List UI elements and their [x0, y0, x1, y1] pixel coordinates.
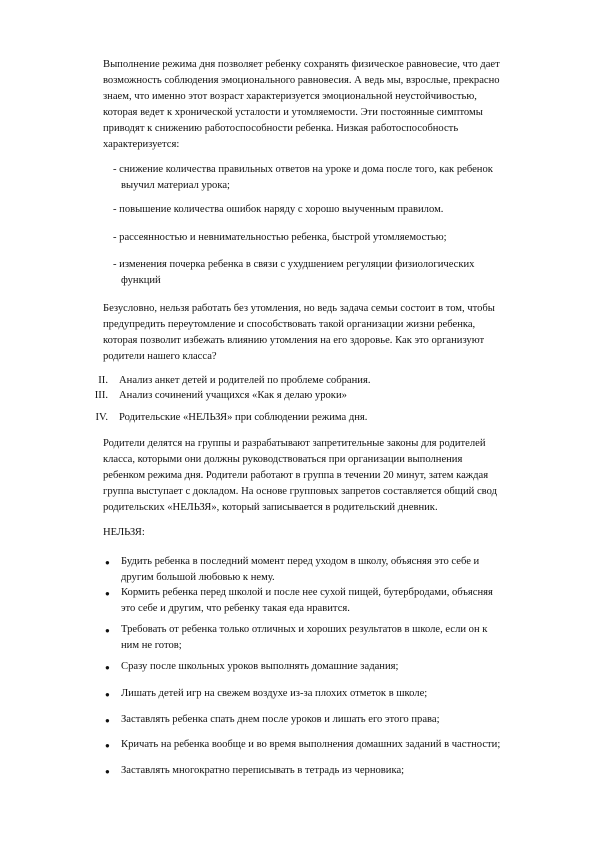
agenda-number: III.	[94, 390, 108, 401]
paragraph-line: предупредить переутомление и способствовать такой организации жизни ребенка,	[103, 319, 476, 330]
symptom-item: - изменения почерка ребенка в связи с ухудшением регуляции физиологических	[113, 259, 475, 270]
paragraph-line: родительских «НЕЛЬЗЯ», который записывается в родительский дневник.	[103, 502, 438, 513]
agenda-item: Анализ анкет детей и родителей по проблеме собрания.	[119, 375, 371, 386]
paragraph-line: Безусловно, нельзя работать без утомления, но ведь задача семьи состоит в том, чтобы	[103, 303, 495, 314]
bullet-icon: ●	[105, 690, 110, 699]
prohibition-item: Заставлять ребенка спать днем после уроков и лишать его этого права;	[121, 714, 440, 725]
intro-line: Выполнение режима дня позволяет ребенку сохранять физическое равновесие, что дает	[103, 59, 500, 70]
intro-line: знаем, что именно этот возраст характеризуется эмоциональной неустойчивостью,	[103, 91, 477, 102]
paragraph-line: ребенком режима дня. Родители работают в группа в течении 20 минут, затем каждая	[103, 470, 489, 481]
prohibition-item-continuation: другим большой любовью к нему.	[121, 572, 275, 583]
prohibition-item: Требовать от ребенка только отличных и хороших результатов в школе, если он к	[121, 624, 488, 635]
bullet-icon: ●	[105, 589, 110, 598]
agenda-number: II.	[98, 375, 108, 386]
symptom-item: - снижение количества правильных ответов на уроке и дома после того, как ребенок	[113, 164, 493, 175]
bullet-icon: ●	[105, 626, 110, 635]
paragraph-line: которая позволит избежать влиянию утомления на его здоровье. Как это организуют	[103, 335, 485, 346]
agenda-item: Анализ сочинений учащихся «Как я делаю уроки»	[119, 390, 347, 401]
prohibition-item: Сразу после школьных уроков выполнять домашние задания;	[121, 661, 399, 672]
symptom-item-continuation: выучил материал урока;	[121, 180, 230, 191]
paragraph-line: группа выступает с докладом. На основе групповых запретов составляется общий свод	[103, 486, 497, 497]
symptom-item: - повышение количества ошибок наряду с хорошо выученным правилом.	[113, 204, 444, 215]
prohibition-item-continuation: ним не готов;	[121, 640, 182, 651]
intro-line: приводят к снижению работоспособности ребенка. Низкая работоспособность	[103, 123, 459, 134]
prohibition-item: Будить ребенка в последний момент перед уходом в школу, объясняя это себе и	[121, 556, 480, 567]
nelzya-heading: НЕЛЬЗЯ:	[103, 527, 145, 538]
bullet-icon: ●	[105, 663, 110, 672]
paragraph-line: родители нашего класса?	[103, 351, 217, 362]
paragraph-line: класса, которыми они должны руководствоваться при организации выполнения	[103, 454, 463, 465]
paragraph-line: Родители делятся на группы и разрабатывают запретительные законы для родителей	[103, 438, 486, 449]
prohibition-item: Заставлять многократно переписывать в тетрадь из черновика;	[121, 765, 405, 776]
intro-line: возможность соблюдения эмоционального равновесия. А ведь мы, взрослые, прекрасно	[103, 75, 500, 86]
bullet-icon: ●	[105, 767, 110, 776]
agenda-item: Родительские «НЕЛЬЗЯ» при соблюдении режима дня.	[119, 412, 368, 423]
bullet-icon: ●	[105, 558, 110, 567]
intro-line: характеризуется:	[103, 139, 180, 150]
symptom-item-continuation: функций	[121, 275, 161, 286]
intro-line: которая ведет к хронической усталости и утомляемости. Эти постоянные симптомы	[103, 107, 483, 118]
prohibition-item: Кричать на ребенка вообще и во время выполнения домашних заданий в частности;	[121, 739, 501, 750]
bullet-icon: ●	[105, 716, 110, 725]
symptom-item: - рассеянностью и невнимательностью ребенка, быстрой утомляемостью;	[113, 232, 447, 243]
prohibition-item: Кормить ребенка перед школой и после нее сухой пищей, бутербродами, объясняя	[121, 587, 493, 598]
prohibition-item-continuation: это себе и другим, что ребенку такая еда нравится.	[121, 603, 350, 614]
prohibition-item: Лишать детей игр на свежем воздухе из-за плохих отметок в школе;	[121, 688, 428, 699]
bullet-icon: ●	[105, 741, 110, 750]
agenda-number: IV.	[95, 412, 108, 423]
